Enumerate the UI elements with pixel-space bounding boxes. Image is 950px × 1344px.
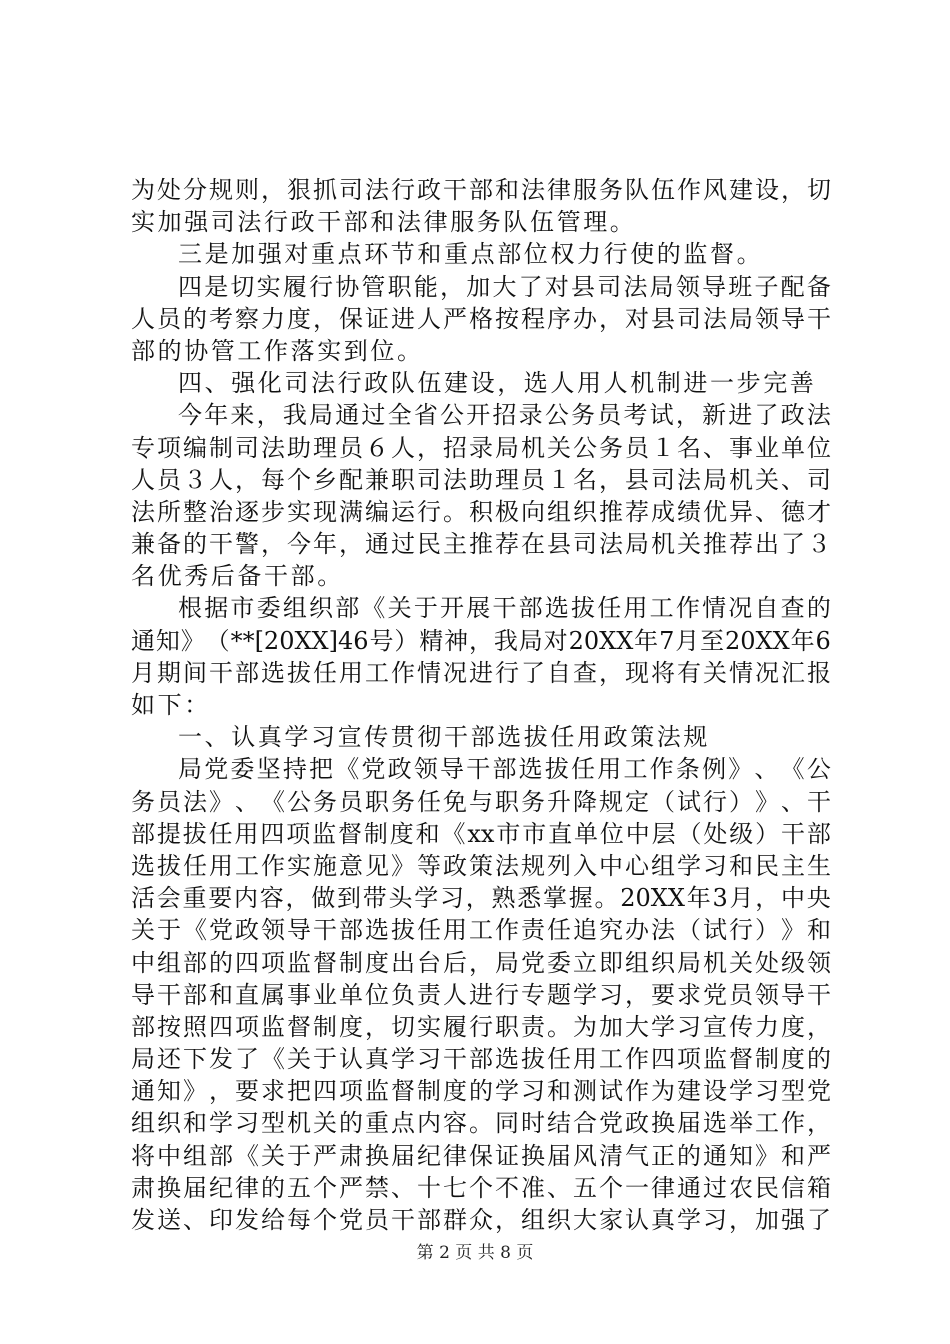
text-line: 实加强司法行政干部和法律服务队伍管理。 [131, 208, 637, 237]
text-line: 部 按 照 四 项 监 督 制 度 ， 切 实 履 行 职 责 。 为 加 大 学 习 宣 传 力 度 ， [131, 1012, 831, 1041]
text-line: 关 于 《 党 政 领 导 干 部 选 拔 任 用 工 作 责 任 追 究 办 法 （ 试 行 ） 》 和 [131, 916, 831, 945]
text-line: 如下： [131, 691, 211, 719]
text-line: 导 干 部 和 直 属 事 业 单 位 负 责 人 进 行 专 题 学 习 ， 要 求 党 员 领 导 干 [131, 980, 831, 1009]
text-line: 组 织 和 学 习 型 机 关 的 重 点 内 容 。 同 时 结 合 党 政 换 届 选 举 工 作 ， [131, 1109, 831, 1138]
text-line: 肃 换 届 纪 律 的 五 个 严 禁 、 十 七 个 不 准 、 五 个 一 律 通 过 农 民 信 箱 [131, 1173, 831, 1202]
text-line: 今 年 来 ， 我 局 通 过 全 省 公 开 招 录 公 务 员 考 试 ， 新 进 了 政 法 [178, 401, 831, 430]
document-body [131, 174, 831, 1236]
text-line: 为 处 分 规 则 ， 狠 抓 司 法 行 政 干 部 和 法 律 服 务 队 伍 作 风 建 设 ， 切 [131, 176, 831, 204]
text-line: 局 党 委 坚 持 把 《 党 政 领 导 干 部 选 拔 任 用 工 作 条 例 》 、 《 公 [178, 755, 831, 784]
text-line: 法 所 整 治 逐 步 实 现 满 编 运 行 。 积 极 向 组 织 推 荐 成 绩 优 异 、 德 才 [131, 497, 831, 526]
text-line: 四、强化司法行政队伍建设，选人用人机制进一步完善 [178, 369, 817, 398]
text-line: 人 员 的 考 察 力 度 ， 保 证 进 人 严 格 按 程 序 办 ， 对 县 司 法 局 领 导 干 [131, 304, 831, 333]
text-line: 部的协管工作落实到位。 [131, 336, 424, 365]
text-line: 三是加强对重点环节和重点部位权力行使的监督。 [178, 240, 764, 269]
text-line: 专 项 编 制 司 法 助 理 员 ６ 人 ， 招 录 局 机 关 公 务 员 １ 名 、 事 业 单 位 [131, 433, 831, 462]
page-footer: 第 2 页 共 8 页 [416, 1243, 534, 1263]
text-line: 将 中 组 部 《 关 于 严 肃 换 届 纪 律 保 证 换 届 风 清 气 正 的 通 知 》 和 严 [131, 1141, 831, 1170]
text-line: 局 还 下 发 了 《 关 于 认 真 学 习 干 部 选 拔 任 用 工 作 四 项 监 督 制 度 的 [131, 1045, 831, 1074]
text-line: 务 员 法 》 、 《 公 务 员 职 务 任 免 与 职 务 升 降 规 定 （ 试 行 ） 》 、 干 [131, 787, 831, 816]
text-line: 发 送 、 印 发 给 每 个 党 员 干 部 群 众 ， 组 织 大 家 认 真 学 习 ， 加 强 了 [131, 1206, 831, 1234]
text-line: 通 知 》 （ **[20XX]46 号 ） 精 神 ， 我 局 对 20XX 年 7 月 至 20XX 年 6 [131, 626, 831, 655]
text-line: 通 知 》 ， 要 求 把 四 项 监 督 制 度 的 学 习 和 测 试 作 为 建 设 学 习 型 党 [131, 1077, 831, 1106]
text-line: 兼 备 的 干 警 ， 今 年 ， 通 过 民 主 推 荐 在 县 司 法 局 机 关 推 荐 出 了 ３ [131, 530, 831, 559]
text-line: 选 拔 任 用 工 作 实 施 意 见 》 等 政 策 法 规 列 入 中 心 组 学 习 和 民 主 生 [131, 851, 831, 880]
text-line: 活 会 重 要 内 容 ， 做 到 带 头 学 习 ， 熟 悉 掌 握 。 20XX 年 3 月 ， 中 央 [131, 884, 831, 913]
text-line: 部 提 拔 任 用 四 项 监 督 制 度 和 《 xx 市 市 直 单 位 中 层 （ 处 级 ） 干 部 [131, 819, 831, 848]
text-line: 根 据 市 委 组 织 部 《 关 于 开 展 干 部 选 拔 任 用 工 作 情 况 自 查 的 [178, 594, 831, 623]
text-line: 人 员 ３ 人 ， 每 个 乡 配 兼 职 司 法 助 理 员 １ 名 ， 县 司 法 局 机 关 、 司 [131, 465, 831, 494]
text-line: 名优秀后备干部。 [131, 562, 344, 591]
text-line: 四 是 切 实 履 行 协 管 职 能 ， 加 大 了 对 县 司 法 局 领 导 班 子 配 备 [178, 272, 831, 301]
text-line: 中 组 部 的 四 项 监 督 制 度 出 台 后 ， 局 党 委 立 即 组 织 局 机 关 处 级 领 [131, 948, 831, 977]
text-line: 月 期 间 干 部 选 拔 任 用 工 作 情 况 进 行 了 自 查 ， 现 将 有 关 情 况 汇 报 [131, 658, 831, 687]
text-line: 一、认真学习宣传贯彻干部选拔任用政策法规 [178, 723, 710, 752]
